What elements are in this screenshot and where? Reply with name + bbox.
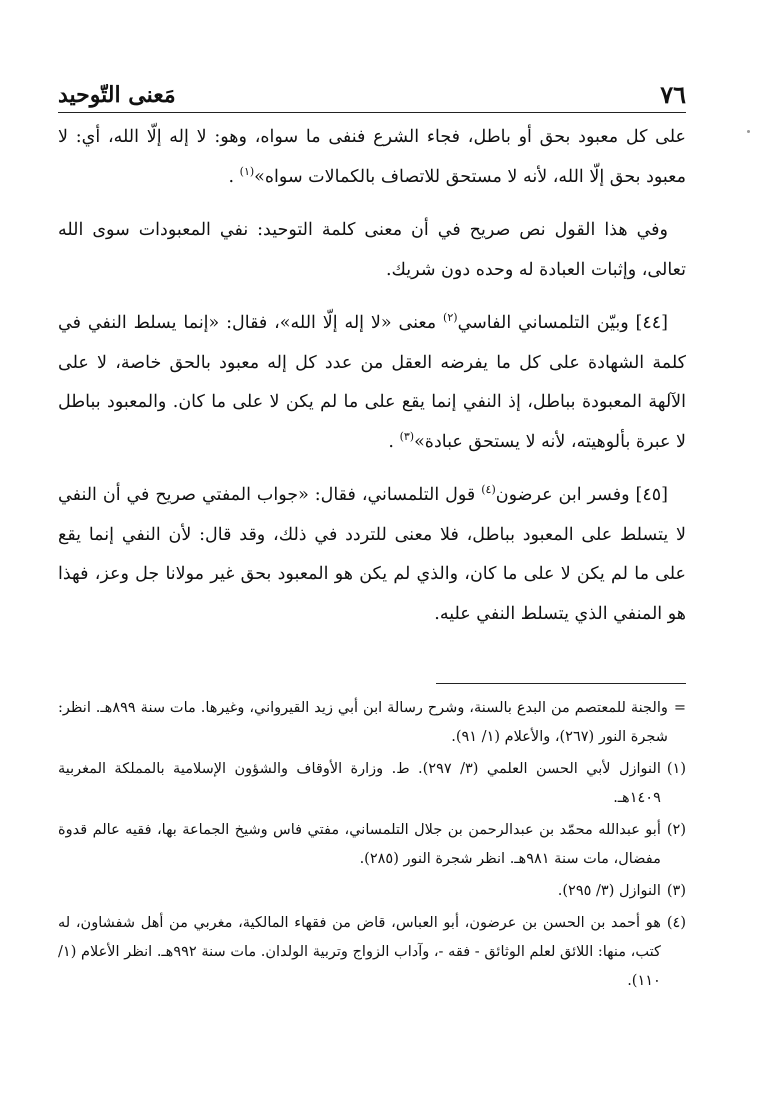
footnote-separator xyxy=(436,683,686,684)
main-text xyxy=(58,118,686,648)
paragraph-2: وفي هذا القول نص صريح في أن معنى كلمة التوحيد: نفي المعبودات سوى الله تعالى، وإثبات العبادة له وحده دون شريك. xyxy=(58,220,686,280)
paragraph-4: [٤٥] وفسر ابن عرضون$^{(٤)}$ قول التلمساني، فقال: «جواب المفتي صريح في أن النفي لا يتسلط على المعبود بباطل، فلا معنى للتردد في ذلك، وقد قال: لأن النفي إنما يقع على ما لم يكن لا على ما كان، والذي لم يكن هو المعبود بحق غير مولانا جل وعز، فهذا هو المنفي الذي يتسلط النفي عليه. xyxy=(58,483,686,624)
footnote-3 xyxy=(58,877,686,906)
footnote-ref-3: (٣) xyxy=(399,429,415,443)
footnote-mark: (١) xyxy=(666,761,686,777)
footnote-text: النوازل لأبي الحسن العلمي (٣/ ٢٩٧). ط. وزارة الأوقاف والشؤون الإسلامية بالمملكة المغربية ١٤٠٩هـ. xyxy=(58,761,661,806)
footnote-ref-1: (١) xyxy=(239,164,255,178)
paragraph-3: [٤٤] وبيّن التلمساني الفاسي$^{(٢)}$ معنى «لا إله إلّا الله»، فقال: «إنما يسلط النفي في كلمة الشهادة على كل ما يفرضه العقل من عدد كل إله معبود بالحق خاصة، لا على الآلهة المعبودة بباطل، إذ النفي إنما يقع على ما لم يكن لا على ما كان. والمعبود بباطل لا عبرة بألوهيته، لأنه لا يستحق عبادة»$^{(٣)}$ . xyxy=(58,311,686,452)
running-title: مَعنى التّوحيد xyxy=(58,82,176,108)
footnote-text: هو أحمد بن الحسن بن عرضون، أبو العباس، قاض من فقهاء المالكية، مغربي من أهل شفشاون، له كتب، منها: اللائق لعلم الوثائق - فقه -، وآداب الزواج وتربية الولدان. مات سنة ٩٩٢هـ. انظر الأعلام (١/ ١١٠). xyxy=(58,915,661,989)
page-number: ٧٦ xyxy=(660,80,686,109)
footnote-text: والجنة للمعتصم من البدع بالسنة، وشرح رسالة ابن أبي زيد القيرواني، وغيرها. مات سنة ٨٩٩هـ. انظر: شجرة النور (٢٦٧)، والأعلام (١/ ٩١). xyxy=(58,700,668,745)
footnote-continued xyxy=(58,694,686,752)
footnote-2 xyxy=(58,816,686,874)
footnote-ref-2: (٢) xyxy=(443,311,458,325)
footnote-text: النوازل (٣/ ٢٩٥). xyxy=(557,883,661,899)
footnote-ref-4: (٤) xyxy=(481,483,496,497)
footnote-text: أبو عبدالله محمّد بن عبدالرحمن بن جلال التلمساني، مفتي فاس وشيخ الجماعة بها، فقيه عالم قدوة مفضال، مات سنة ٩٨١هـ. انظر شجرة النور (٢٨٥). xyxy=(58,822,661,867)
footnote-1 xyxy=(58,755,686,813)
paragraph-1: على كل معبود بحق أو باطل، فجاء الشرع فنفى ما سواه، وهو: لا إله إلّا الله، أي: لا معبود بحق إلّا الله، لأنه لا مستحق للاتصاف بالكمالات سواه»$^{(١)}$ . xyxy=(58,127,686,187)
page-header xyxy=(58,70,686,113)
footnote-mark: (٣) xyxy=(666,883,686,899)
footnotes xyxy=(58,694,686,999)
scan-speck xyxy=(747,130,750,133)
footnote-mark: (٤) xyxy=(666,915,686,931)
footnote-4 xyxy=(58,909,686,996)
footnote-mark: = xyxy=(673,700,686,716)
footnote-mark: (٢) xyxy=(666,822,686,838)
